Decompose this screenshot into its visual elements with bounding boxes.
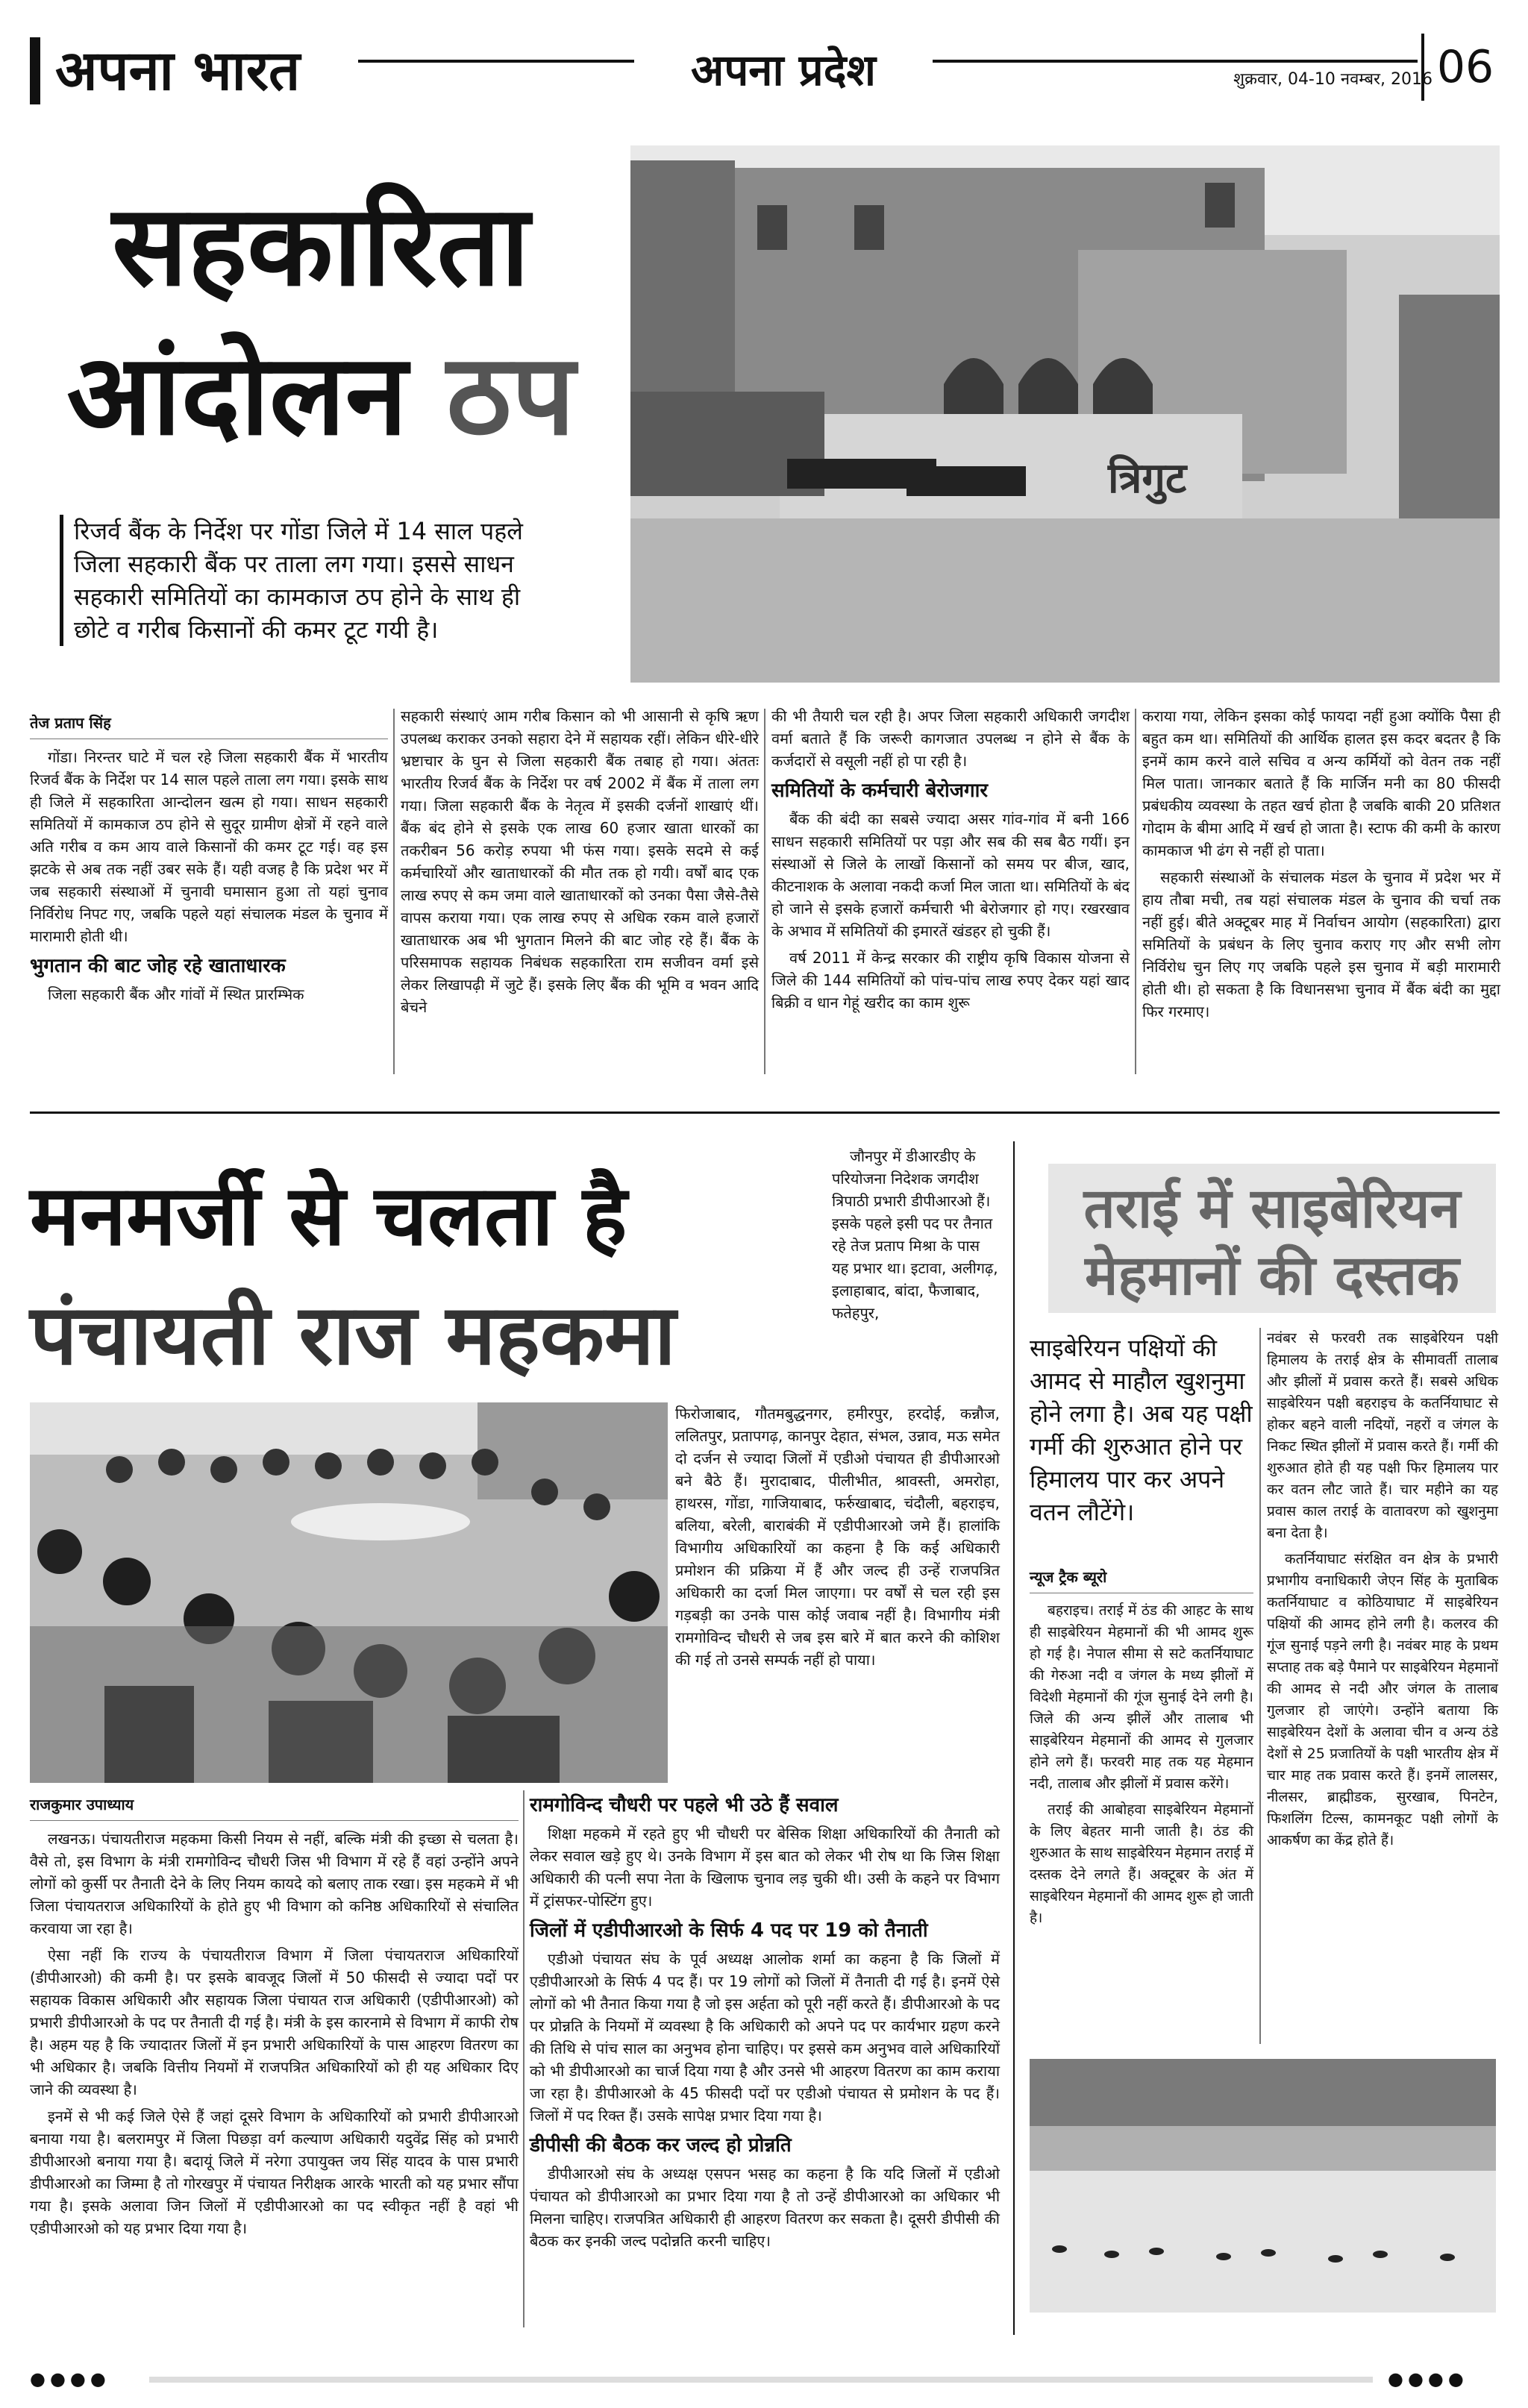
story1-byline: तेज प्रताप सिंह [30,714,111,732]
paragraph: नवंबर से फरवरी तक साइबेरियन पक्षी हिमालय के तराई क्षेत्र के सीमावर्ती तालाब और झीलों में प्रवास करते हैं। सबसे अधिक साइबेरियन पक्षी बहराइच के कतर्नियाघाट से होकर बहने वाली नदियों, नहरों व जंगल के निकट स्थित झीलों में प्रवास करते हैं। गर्मी की शुरुआत होते ही यह पक्षी फिर हिमालय पार कर वतन लौट जाते हैं। चार महीने का यह प्रवास काल तराई के वातावरण को खुशनुमा बना देता है। [1267,1330,1498,1541]
footer-bar [149,2377,1373,2383]
story1-photo-building [630,145,1500,683]
paragraph: इनमें से भी कई जिले ऐसे हैं जहां दूसरे विभाग के अधिकारियों को प्रभारी डीपीआरओ बनाया गया है। बलरामपुर में जिला पिछड़ा वर्ग कल्याण अधिकारी यदुवेंद्र सिंह को प्रभारी डीपीआरओ बनाया गया है। बदायूं जिले में नरेगा उपायुक्त जय सिंह यादव के पास प्रभारी डीपीआरओ का जिम्मा है तो गोरखपुर में पंचायत निरीक्षक आरके भारती को यह प्रभार सौंपा गया है। इसके अलावा जिन जिलों में एडीपीआरओ का पद स्वीकृत नहीं है वहां भी एडीपीआरओ को यह प्रभार दिया गया है। [30,2107,519,2237]
story1-column-3 [771,705,1130,1018]
subheading: रामगोविन्द चौधरी पर पहले भी उठे हैं सवाल [530,1794,839,1816]
subheading: समितियों के कर्मचारी बेरोजगार [771,780,988,802]
story-separator [30,1111,1500,1114]
story3-byline: न्यूज ट्रैक ब्यूरो [1030,1568,1107,1586]
paragraph: की भी तैयारी चल रही है। अपर जिला सहकारी अधिकारी जगदीश वर्मा बताते हैं कि जरूरी कागजात उपलब्ध न होने से बैंक के कर्जदारों से वसूली नहीं हो पा रही है। [771,707,1130,770]
footer-dots-left: ●●●● [30,2368,110,2389]
story2-wide-paragraph [675,1402,1000,1675]
story1-column-4 [1142,705,1500,1027]
story2-column-2 [530,1787,1000,2257]
paragraph: फिरोजाबाद, गौतमबुद्धनगर, हमीरपुर, हरदोई, कन्नौज, ललितपुर, प्रतापगढ़, कानपुर देहात, संभल, उन्नाव, मऊ समेत दो दर्जन से ज्यादा जिलों में एडीओ पंचायत ही डीपीआरओ बने बैठे हैं। मुरादाबाद, पीलीभीत, श्रावस्ती, अमरोहा, हाथरस, गोंडा, गाजियाबाद, फर्रुखाबाद, चंदौली, बहराइच, बलिया, बरेली, बाराबंकी में एडीपीआरओ जमे हैं। हालांकि विभागीय अधिकारियों का कहना है कि कई अधिकारी प्रमोशन की प्रक्रिया में हैं और जल्द ही उन्हें राजपत्रित अधिकारी का दर्जा मिल जाएगा। पर वर्षों से चल रही इस गड़बड़ी का उनके पास कोई जवाब नहीं है। विभागीय मंत्री रामगोविन्द चौधरी से जब इस बारे में बात करने की कोशिश की गई तो उनसे सम्पर्क नहीं हो पाया। [675,1405,1000,1669]
story2-side-column [832,1145,1000,1329]
photo-wall-sign: त्रिगुट [1108,454,1187,503]
story1-deck: रिजर्व बैंक के निर्देश पर गोंडा जिले में 14 साल पहले जिला सहकारी बैंक पर ताला लग गया। इससे साधन सहकारी समितियों का कामकाज ठप होने के साथ ही छोटे व गरीब किसानों की कमर टूट गयी है। [60,515,551,646]
paragraph: डीपीआरओ संघ के अध्यक्ष एसपन भसह का कहना है कि यदि जिलों में एडीओ पंचायत को डीपीआरओ का प्रभार दिया गया है तो उन्हें डीपीआरओ का अधिकार भी मिलना चाहिए। राजपत्रित अधिकारी ही आहरण वितरण कर सकता है। दूसरी डीपीसी की बैठक कर इनकी जल्द पदोन्नति करनी चाहिए। [530,2165,1000,2250]
page-number: 06 [1421,34,1506,101]
footer-dots-right: ●●●● [1388,2368,1468,2389]
story3-deck: साइबेरियन पक्षियों की आमद से माहौल खुशनुमा होने लगा है। अब यह पक्षी गर्मी की शुरुआत होने पर हिमालय पार कर अपने वतन लौटेंगे। [1030,1334,1253,1526]
paragraph: वर्ष 2011 में केन्द्र सरकार की राष्ट्रीय कृषि विकास योजना से जिले की 144 समितियों को पांच-पांच लाख रुपए देकर यहां खाद बिक्री व धान गेहूं खरीद का काम शुरू [771,949,1130,1012]
subheading: डीपीसी की बैठक कर जल्द हो प्रोन्नति [530,2134,792,2157]
story2-photo-meeting [30,1402,668,1783]
paragraph: लखनऊ। पंचायतीराज महकमा किसी नियम से नहीं, बल्कि मंत्री की इच्छा से चलता है। वैसे तो, इस विभाग के मंत्री रामगोविन्द चौधरी जिस भी विभाग में रहे हैं वहां उन्होंने अपने लोगों को कुर्सी पर तैनाती देने के लिए नियम कायदे को बलाए ताक रखा। इस महकमे में भी जिला पंचायतराज अधिकारियों के होते हुए भी विभाग को कनिष्ठ अधिकारियों से संचालित करवाया जा रहा है। [30,1830,519,1937]
column-rule [1259,1328,1261,2044]
story3-column-1 [1030,1600,1253,1934]
story3-photo-birds [1030,2059,1496,2313]
story3-headline-line2: मेहमानों की दस्तक [1085,1244,1459,1308]
story-column-rule [1013,1141,1015,2335]
paragraph: गोंडा। निरन्तर घाटे में चल रहे जिला सहकारी बैंक में भारतीय रिजर्व बैंक के निर्देश पर 14 साल पहले ताला लग गया। इसके साथ ही जिले में सहकारिता आन्दोलन खत्म हो गया। साधन सहकारी समितियों में कामकाज ठप होने से सुदूर ग्रामीण क्षेत्रों में रहने वाले अति गरीब व कम आय वाले किसानों की कमर टूट गई। वह इस झटके से अब तक नहीं उबर सके हैं। यही वजह है कि प्रदेश भर में जब सहकारी संस्थाओं में चुनावी घमासान हुआ तो यहां चुनाव निर्विरोध निपट गए, जबकि पहले यहां संचालक मंडल के चुनाव में मारामारी होती थी। [30,748,388,945]
story3-column-2 [1267,1328,1498,1856]
paragraph: जौनपुर में डीआरडीए के परियोजना निदेशक जगदीश त्रिपाठी प्रभारी डीपीआरओ हैं। इसके पहले इसी पद पर तैनात रहे तेज प्रताप मिश्रा के पास यह प्रभार था। इटावा, अलीगढ़, इलाहाबाद, बांदा, फैजाबाद, फतेहपुर, [832,1147,998,1322]
paragraph: बहराइच। तराई में ठंड की आहट के साथ ही साइबेरियन मेहमानों की भी आमद शुरू हो गई है। नेपाल सीमा से सटे कतर्नियाघाट की गेरुआ नदी व जंगल के मध्य झीलों में विदेशी मेहमानों की गूंज सुनाई देने लगी है। जिले की अन्य झीलें और तालाब भी साइबेरियन मेहमानों की आमद से गुलजार होने लगे हैं। फरवरी माह तक यह मेहमान नदी, तालाब और झीलों में प्रवास करेंगे। [1030,1602,1253,1792]
story1-column-2 [401,705,759,1023]
paragraph: बैंक की बंदी का सबसे ज्यादा असर गांव-गांव में बनी 166 साधन सहकारी समितियों पर पड़ा और सब की सब बैठ गयीं। इन संस्थाओं से जिले के लाखों किसानों को समय पर बीज, खाद, कीटनाशक के अलावा नकदी कर्जा मिल जाता था। समितियों के बंद हो जाने से इसके हजारों कर्मचारी भी बेरोजगार हो गए। रखरखाव के अभाव में समितियों की इमारतें खंडहर हो चुकी हैं। [771,810,1130,940]
paragraph: जिला सहकारी बैंक और गांवों में स्थित प्रारम्भिक [48,985,304,1003]
story1-headline-line2 [30,321,612,470]
column-rule [1135,709,1136,1074]
paragraph: शिक्षा महकमे में रहते हुए भी चौधरी पर बेसिक शिक्षा अधिकारियों की तैनाती को लेकर सवाल खड़े हुए थे। उनके विभाग में इस बात को लेकर भी रोष था कि जिस शिक्षा अधिकारी की पत्नी सपा नेता के खिलाफ चुनाव लड़ चुकी थी। उसी के कहने पर विभाग में ट्रांसफर-पोस्टिंग हुए। [530,1825,1000,1910]
story1-headline-word-grey: ठप [446,330,575,460]
story1-headline-line1: सहकारिता [112,181,530,311]
paragraph: तराई की आबोहवा साइबेरियन मेहमानों के लिए बेहतर मानी जाती है। ठंड की शुरुआत के साथ साइबेरियन मेहमान तराई में दस्तक देने लगते हैं। अक्टूबर के अंत में साइबेरियन मेहमानों की आमद शुरू हो जाती है। [1030,1802,1253,1926]
story2-column-1 [30,1828,519,2244]
subheading: भुगतान की बाट जोह रहे खाताधारक [30,955,286,977]
paragraph: सहकारी संस्थाएं आम गरीब किसान को भी आसानी से कृषि ऋण उपलब्ध कराकर उनको सहारा देने में सहायक रहीं। लेकिन धीरे-धीरे भ्रष्टाचार के घुन से जिला सहकारी बैंक तबाह हो गया। अंततः भारतीय रिजर्व बैंक के निर्देश पर वर्ष 2002 में बैंक में ताला लग गया। जिला सहकारी बैंक के नेतृत्व में इसकी दर्जनों शाखाएं थीं। बैंक बंद होने से इसके एक लाख 60 हजार खाता धारकों का तकरीबन 56 करोड़ रुपया भी फंस गया। इसके सदमे से कई कर्मचारियों और खाताधारकों की मौत तक हो गयी। वर्षों बाद एक लाख रुपए से कम जमा वाले खाताधारकों को उनका पैसा जैसे-तैसे वापस कराया गया। एक लाख रुपए से अधिक रकम वाले हजारों खाताधारक अब भी भुगतान मिलने की बाट जोह रहे हैं। बैंक के परिसमापक सहायक निबंधक सहकारिता राम सजीवन वर्मा इसे लेकर लिखापढ़ी में जुटे हैं। इसके लिए बैंक की भूमि व भवन आदि बेचने [401,707,759,1016]
column-rule [523,1790,525,2327]
masthead: अपना भारत [30,37,376,104]
paragraph: एडीओ पंचायत संघ के पूर्व अध्यक्ष आलोक शर्मा का कहना है कि जिलों में एडीपीआरओ के सिर्फ 4 पद हैं। पर 19 लोगों को जिलों में तैनाती दी गई है। इनमें ऐसे लोगों को भी तैनात किया गया है जो इस अर्हता को पूरी नहीं करते हैं। डीपीआरओ के पद पर प्रोन्नति के नियमों में व्यवस्था है कि अधिकारी को अपने पद पर कार्यभार ग्रहण करने की तिथि से पांच साल का अनुभव होना चाहिए। पर इससे कम अनुभव वाले अधिकारियों को भी डीपीआरओ का चार्ज दिया गया है और उनसे भी आहरण वितरण का काम कराया जा रहा है। डीपीआरओ के 45 फीसदी पदों पर एडीओ पंचायत से प्रमोशन के पद हैं। जिलों में पद रिक्त हैं। उसके सापेक्ष प्रभार दिया गया है। [530,1950,1000,2125]
issue-date: शुक्रवार, 04-10 नवम्बर, 2016 [1233,70,1432,89]
paragraph: कराया गया, लेकिन इसका कोई फायदा नहीं हुआ क्योंकि पैसा ही बहुत कम था। समितियों की आर्थिक हालत इस कदर बदतर है कि इनमें काम करने वाले सचिव व अन्य कर्मियों को वेतन तक नहीं मिल पाता। जानकार बताते हैं कि मार्जिन मनी का 80 फीसदी प्रबंधकीय व्यवस्था के तहत खर्च होता है जबकि बाकी 20 प्रतिशत गोदाम के बीमा आदि में खर्च हो जाता है। स्टाफ की कमी के कारण कामकाज भी ढंग से नहीं हो पाता। [1142,707,1500,859]
story2-byline: राजकुमार उपाध्याय [30,1796,134,1813]
paragraph: सहकारी संस्थाओं के संचालक मंडल के चुनाव में प्रदेश भर में हाय तौबा मची, तब यहां संचालक मंडल के चुनाव की चर्चा तक नहीं हुई। बीते अक्टूबर माह में निर्वाचन आयोग (सहकारिता) द्वारा समितियों के प्रबंधन के लिए चुनाव कराए गए और सभी लोग निर्विरोध चुन लिए गए जबकि पहले इस चुनाव में बड़ी मारामारी होती थी। हो सकता है कि विधानसभा चुनाव में बैंक बंदी का मुद्दा फिर गरमाए। [1142,868,1500,1020]
byline-rule [30,1820,519,1821]
paragraph: कतर्नियाघाट संरक्षित वन क्षेत्र के प्रभारी प्रभागीय वनाधिकारी जेएन सिंह के मुताबिक कतर्नियाघाट व कोठियाघाट में साइबेरियन पक्षियों की आमद होने लगी है। कलरव की गूंज सुनाई पड़ने लगी है। नवंबर माह के प्रथम सप्ताह तक बड़े पैमाने पर साइबेरियन मेहमानों की आमद से नदी और जंगल के तालाब गुलजार हो जाएंगे। उन्होंने बताया कि साइबेरियन देशों के अलावा चीन व अन्य ठंडे देशों से 25 प्रजातियों के पक्षी भारतीय क्षेत्र में चार माह तक प्रवास करते हैं। इनमें लालसर, नीलसर, ब्राह्मीडक, सुरखाब, पिनटेन, फिशलिंग टिल्स, कामनकूट पक्षी लोगों के आकर्षण का केंद्र होते हैं। [1267,1551,1498,1849]
paragraph: ऐसा नहीं कि राज्य के पंचायतीराज विभाग में जिला पंचायतराज अधिकारियों (डीपीआरओ) की कमी है। पर इसके बावजूद जिलों में 50 फीसदी से ज्यादा पदों पर सहायक विकास अधिकारी और सहायक जिला पंचायत राज अधिकारी (एडीपीआरओ) को प्रभारी डीपीआरओ के पद पर तैनाती दी गई है। मंत्री के इस कारनामे से विभाग में काफी रोष है। अहम यह है कि ज्यादातर जिलों में इन प्रभारी अधिकारियों के पास आहरण वितरण का भी अधिकार है। जबकि वित्तीय नियमों में राजपत्रित अधिकारियों को ही यह अधिकार दिए जाने की व्यवस्था है। [30,1946,519,2098]
story3-headline-line1: तराई में साइबेरियन [1083,1176,1461,1241]
section-title: अपना प्रदेश [634,39,933,98]
column-rule [764,709,765,1074]
story2-headline-line1: मनमर्जी से चलता है [30,1167,627,1264]
story2-headline-line2: पंचायती राज महकमा [30,1287,676,1384]
story1-column-1 [30,746,388,1010]
column-rule [393,709,395,1074]
subheading: जिलों में एडीपीआरओ के सिर्फ 4 पद पर 19 को तैनाती [530,1919,928,1942]
story1-headline-word: आंदोलन [66,330,408,460]
